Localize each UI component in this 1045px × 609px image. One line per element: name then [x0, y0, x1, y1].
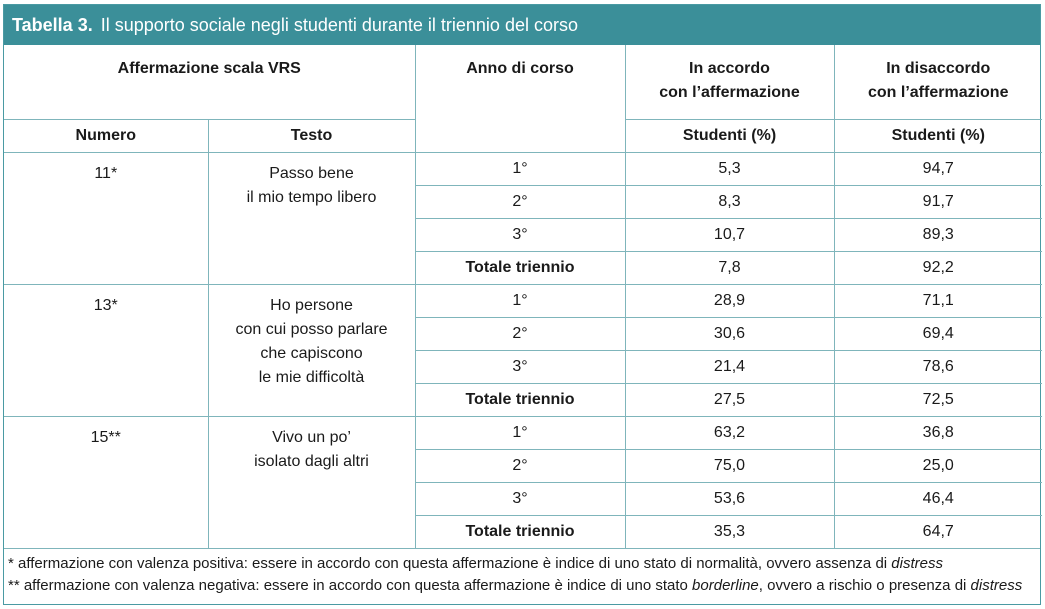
testo-line: Vivo un po’	[272, 429, 351, 446]
accordo-cell: 30,6	[625, 318, 834, 351]
accordo-cell: 35,3	[625, 516, 834, 549]
header-disaccordo	[834, 45, 1042, 120]
anno-cell: 2°	[415, 318, 625, 351]
header-accordo-line2: con l’affermazione	[659, 84, 800, 101]
accordo-cell: 8,3	[625, 186, 834, 219]
accordo-cell: 75,0	[625, 450, 834, 483]
accordo-cell: 28,9	[625, 285, 834, 318]
testo-line: Passo bene	[269, 165, 354, 182]
disaccordo-cell: 71,1	[834, 285, 1042, 318]
testo-cell	[208, 153, 415, 285]
disaccordo-cell: 64,7	[922, 523, 954, 540]
footnotes	[4, 548, 1040, 597]
footnote-text: * affermazione con valenza positiva: essere in accordo con questa affermazione è indice di uno stato di normalità, ovvero assenza di	[8, 555, 892, 572]
anno-cell: 3°	[415, 483, 625, 516]
disaccordo-cell: 78,6	[834, 351, 1042, 384]
disaccordo-cell: 25,0	[834, 450, 1042, 483]
numero-cell: 13*	[4, 285, 208, 417]
header-disaccordo-line2: con l’affermazione	[868, 84, 1009, 101]
table-figure	[3, 4, 1041, 605]
table-number: Tabella 3.	[12, 14, 93, 35]
footnote-italic: borderline	[692, 577, 759, 594]
testo-cell	[208, 285, 415, 417]
numero-cell: 15**	[4, 417, 208, 549]
accordo-cell: 7,8	[625, 252, 834, 285]
disaccordo-cell: 89,3	[834, 219, 1042, 252]
header-numero: Numero	[4, 120, 208, 153]
footnote-italic: distress	[891, 555, 943, 572]
testo-line: le mie difficoltà	[258, 369, 365, 386]
disaccordo-cell: 72,5	[834, 384, 1042, 417]
anno-cell: 3°	[415, 351, 625, 384]
disaccordo-cell: 91,7	[834, 186, 1042, 219]
anno-cell: 3°	[415, 219, 625, 252]
disaccordo-cell: 69,4	[834, 318, 1042, 351]
accordo-cell: 5,3	[625, 153, 834, 186]
header-testo: Testo	[208, 120, 415, 153]
footnote-negative	[8, 575, 1036, 597]
header-accordo-line1: In accordo	[689, 60, 770, 77]
data-table	[4, 45, 1042, 548]
anno-cell: 2°	[415, 450, 625, 483]
numero-cell: 11*	[4, 153, 208, 285]
table-title: Il supporto sociale negli studenti durante il triennio del corso	[100, 14, 578, 35]
header-studenti-accordo: Studenti (%)	[625, 120, 834, 153]
anno-cell: 1°	[415, 153, 625, 186]
accordo-cell: 10,7	[625, 219, 834, 252]
testo-line: il mio tempo libero	[246, 189, 377, 206]
disaccordo-cell: 36,8	[834, 417, 1042, 450]
testo-cell	[208, 417, 415, 549]
footnote-positive	[8, 553, 1036, 575]
header-affermazione: Affermazione scala VRS	[4, 45, 415, 120]
footnote-text: , ovvero a rischio o presenza di	[758, 577, 971, 594]
anno-cell: 1°	[415, 417, 625, 450]
anno-cell: 1°	[415, 285, 625, 318]
footnote-text: ** affermazione con valenza negativa: essere in accordo con questa affermazione è indice di uno stato	[8, 577, 693, 594]
accordo-cell: 53,6	[625, 483, 834, 516]
accordo-cell: 63,2	[625, 417, 834, 450]
totale-cell: Totale triennio	[415, 384, 625, 417]
header-disaccordo-line1: In disaccordo	[886, 60, 991, 77]
disaccordo-cell: 94,7	[834, 153, 1042, 186]
totale-cell: Totale triennio	[415, 516, 625, 549]
accordo-cell: 21,4	[625, 351, 834, 384]
totale-cell: Totale triennio	[415, 252, 625, 285]
anno-cell: 2°	[415, 186, 625, 219]
header-anno: Anno di corso	[415, 45, 625, 120]
header-studenti-disaccordo: Studenti (%)	[834, 120, 1042, 153]
header-anno-blank	[415, 120, 625, 153]
disaccordo-cell: 92,2	[834, 252, 1042, 285]
testo-line: che capiscono	[260, 345, 363, 362]
table-title-bar	[4, 5, 1040, 45]
disaccordo-cell: 46,4	[834, 483, 1042, 516]
testo-line: Ho persone	[270, 297, 353, 314]
header-accordo	[625, 45, 834, 120]
footnote-italic: distress	[970, 577, 1023, 594]
testo-line: con cui posso parlare	[235, 321, 388, 338]
accordo-cell: 27,5	[625, 384, 834, 417]
testo-line: isolato dagli altri	[254, 453, 369, 470]
